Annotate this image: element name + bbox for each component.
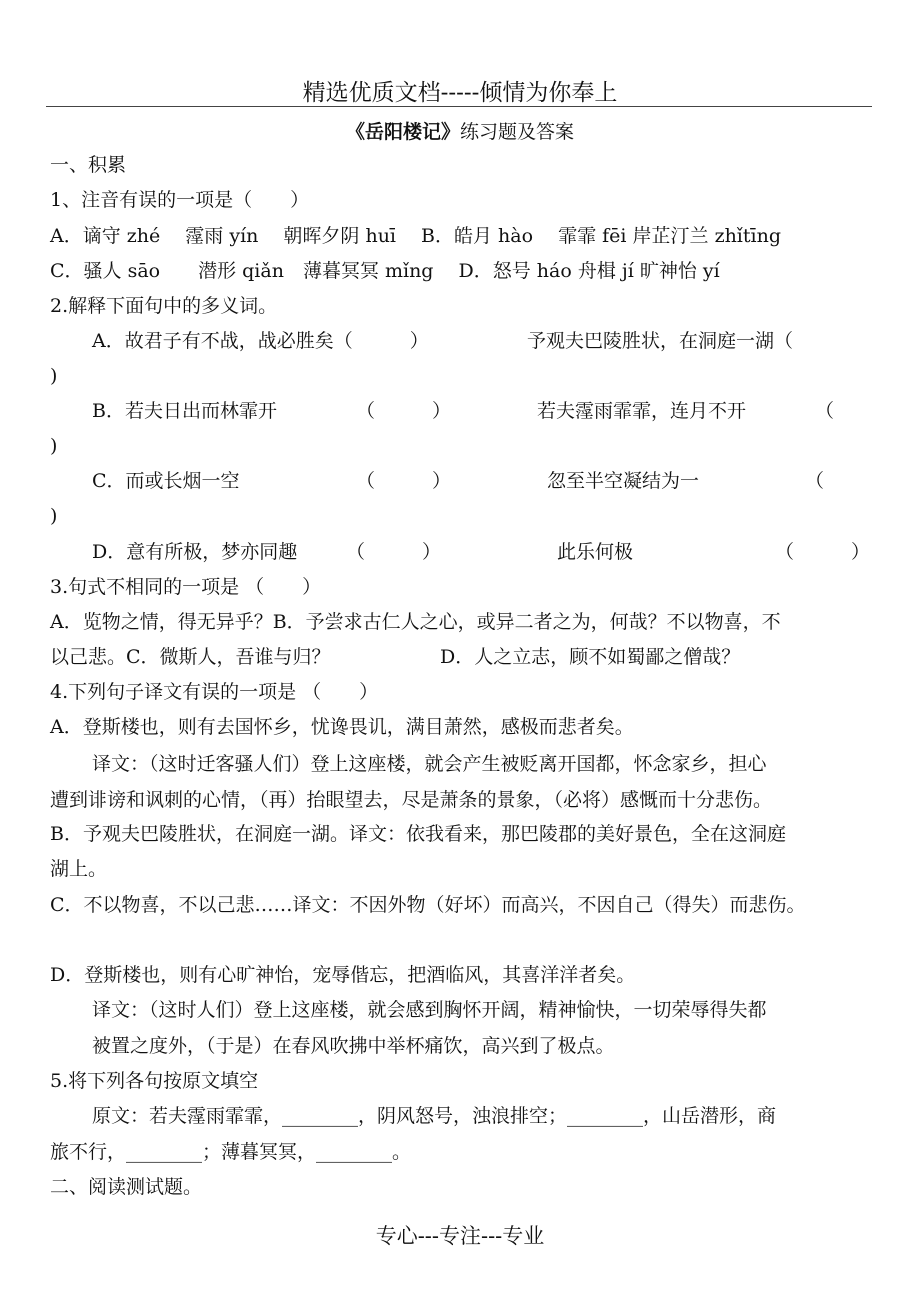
- title-rest: 练习题及答案: [460, 121, 575, 143]
- q2-d-left: D．意有所极，梦亦同趣: [92, 541, 298, 563]
- q2-c-paren: （ ）: [356, 470, 452, 492]
- q4-stem: 4.下列句子译文有误的一项是 （ ）: [50, 681, 379, 703]
- header-rule: [46, 106, 872, 107]
- q2-c-close: ): [50, 505, 58, 527]
- q2-c-left: C．而或长烟一空: [92, 470, 240, 492]
- q1-stem: 1、注音有误的一项是（ ）: [50, 189, 310, 211]
- q2-a-right: 予观夫巴陵胜状，在洞庭一湖（: [527, 330, 794, 352]
- q3-line1: A．览物之情，得无异乎？B．予尝求古仁人之心，或异二者之为，何哉？不以物喜，不: [50, 611, 781, 633]
- q1-line2: C．骚人 sāo 潜形 qiǎn 薄暮冥冥 mǐng D．怒号 háo 舟楫 jí 旷神怡 yí: [50, 260, 720, 282]
- q5-line1: 原文：若夫霪雨霏霏，________，阴风怒号，浊浪排空；________，山岳潜形，商: [92, 1105, 777, 1127]
- q2-b-open: （: [815, 400, 835, 422]
- q4-c: C．不以物喜，不以己悲……译文：不因外物（好坏）而高兴，不因自己（得失）而悲伤。: [50, 894, 806, 916]
- q2-stem: 2.解释下面句中的多义词。: [50, 295, 278, 317]
- q2-b-close: ): [50, 435, 58, 457]
- page-footer: 专心---专注---专业: [375, 1224, 545, 1248]
- q3-line2a: 以己悲。C．微斯人，吾谁与归？: [50, 646, 331, 668]
- q4-d: D．登斯楼也，则有心旷神怡，宠辱偕忘，把酒临风，其喜洋洋者矣。: [50, 964, 636, 986]
- q4-d-translation-1: 译文：（这时人们）登上这座楼，就会感到胸怀开阔，精神愉快，一切荣辱得失都: [92, 999, 767, 1021]
- q2-a-left: A．故君子有不战，战必胜矣（ ）: [92, 330, 429, 352]
- q4-b-2: 湖上。: [50, 858, 108, 880]
- q1-line1: A．谪守 zhé 霪雨 yín 朝晖夕阴 huī B．皓月 hào 霏霏 fēi 岸芷汀兰 zhǐtīng: [50, 225, 782, 247]
- q3-line2b: D．人之立志，顾不如蜀鄙之僧哉？: [440, 646, 741, 668]
- q2-c-right: 忽至半空凝结为一: [547, 470, 700, 492]
- document-title: [0, 117, 920, 144]
- q2-b-left: B．若夫日出而林霏开: [92, 400, 277, 422]
- q2-d-right: 此乐何极: [557, 541, 634, 563]
- title-bold: 《岳阳楼记》: [345, 121, 460, 143]
- q2-b-paren: （ ）: [356, 400, 452, 422]
- page-header: 精选优质文档-----倾情为你奉上: [302, 80, 618, 106]
- q4-a-translation-1: 译文：（这时迁客骚人们）登上这座楼，就会产生被贬离开国都，怀念家乡，担心: [92, 753, 767, 775]
- q4-a-translation-2: 遭到诽谤和讽刺的心情，（再）抬眼望去，尽是萧条的景象，（必将）感慨而十分悲伤。: [50, 789, 773, 811]
- q2-b-right: 若夫霪雨霏霏，连月不开: [537, 400, 747, 422]
- q2-c-open: （: [805, 470, 825, 492]
- q4-d-translation-2: 被置之度外，（于是）在春风吹拂中举杯痛饮，高兴到了极点。: [92, 1035, 615, 1057]
- q3-stem: 3.句式不相同的一项是 （ ）: [50, 576, 322, 598]
- q2-d-paren: （ ）: [346, 541, 442, 563]
- q2-a-close: ): [50, 365, 58, 387]
- q4-b-1: B．予观夫巴陵胜状，在洞庭一湖。译文：依我看来，那巴陵郡的美好景色，全在这洞庭: [50, 823, 786, 845]
- q2-d-paren2: （ ）: [775, 541, 871, 563]
- q5-line2: 旅不行，________；薄暮冥冥，________。: [50, 1141, 412, 1163]
- section-reading: 二、阅读测试题。: [50, 1176, 203, 1198]
- q5-stem: 5.将下列各句按原文填空: [50, 1070, 259, 1092]
- section-accumulation: 一、积累: [50, 154, 127, 176]
- q4-a: A．登斯楼也，则有去国怀乡，忧谗畏讥，满目萧然，感极而悲者矣。: [50, 716, 634, 738]
